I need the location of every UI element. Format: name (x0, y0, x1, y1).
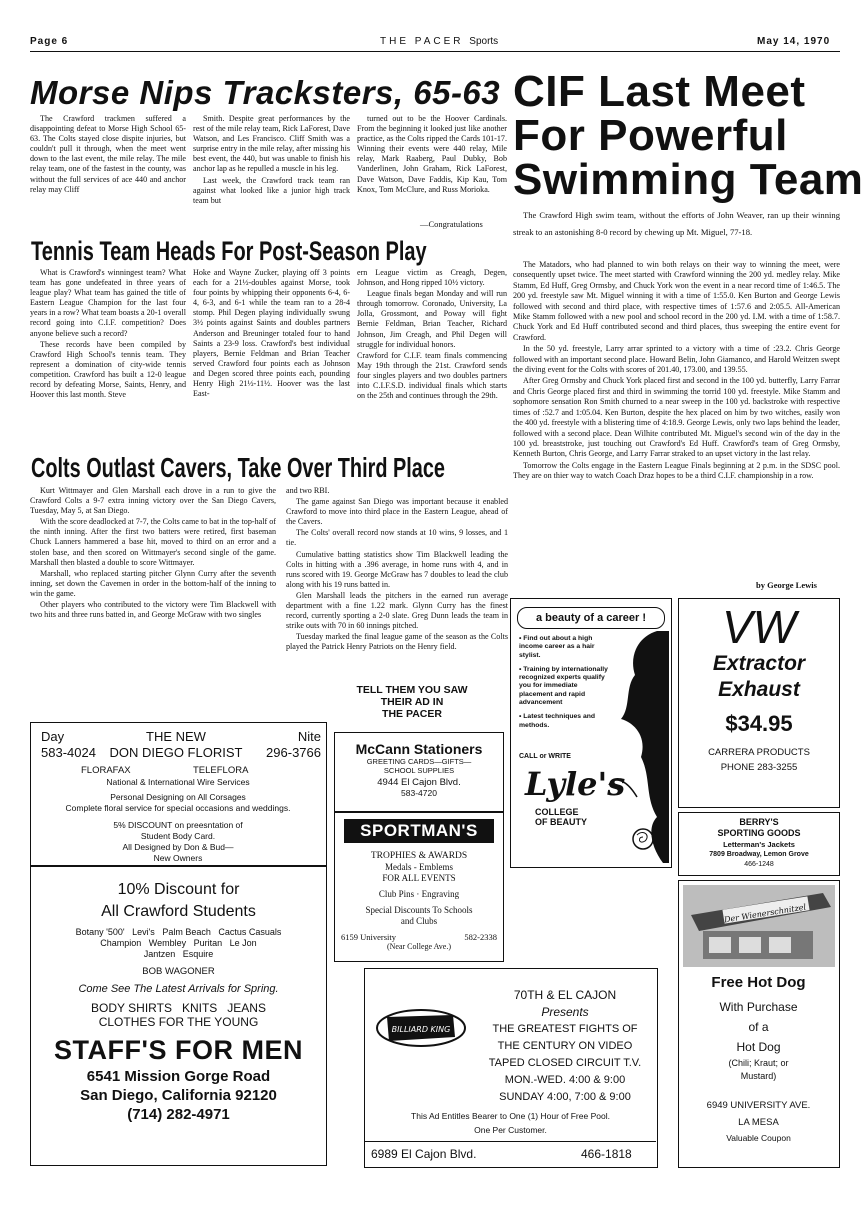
pool-line: TAPED CLOSED CIRCUIT T.V. (488, 1057, 642, 1069)
lyles-title: a beauty of a career ! (517, 607, 665, 629)
pool-times: MON.-WED. 4:00 & 9:00 (504, 1074, 626, 1086)
track-para: The Crawford trackmen suffered a disappointing defeat to Morse High School 65-63. The Colts stayed close dispite injuries, but couldn't pull it through, when the meet went down to the last event, the mile relay. The mile relay team, one of the fastest in the county, was without the full services of ace 440 and anchor relay may Cliff (30, 114, 186, 194)
wiener-line: (Chili; Kraut; or (728, 1058, 789, 1068)
tennis-headline: Tennis Team Heads For Post-Season Play (31, 236, 427, 266)
wiener-line: Hot Dog (736, 1040, 781, 1054)
swim-headline (513, 67, 864, 204)
restaurant-illustration (683, 885, 835, 967)
paper-title: THE PACER (380, 36, 464, 47)
berrys-name: BERRY'S (739, 817, 779, 827)
berrys-phone: 466-1248 (744, 861, 774, 868)
wiener-line: With Purchase (719, 1000, 798, 1014)
sportsman-line: Medals - Emblems (385, 862, 453, 872)
staffs-city: San Diego, California 92120 (80, 1087, 277, 1104)
sportsman-line: Special Discounts To Schools (365, 905, 473, 915)
pool-details (475, 987, 655, 1106)
track-col-2 (193, 114, 350, 226)
berrys-sporting: SPORTING GOODS (717, 828, 801, 838)
baseball-col-2 (286, 486, 508, 676)
sportsman-line: FOR ALL EVENTS (382, 873, 456, 883)
baseball-para: Glen Marshall leads the pitchers in the earned run average department with a fine 1.22 mark. Glynn Curry has the finest record, currently sporting a 2-0 slate. Greg Dunn leads the team in strike outs with 70 in 60 innings pitched. (286, 590, 508, 631)
lyles-logo: Lyle's (525, 765, 626, 803)
lyles-bullet: Latest techniques and methods. (519, 713, 596, 729)
track-para: Smith. Despite great performances by the rest of the mile relay team, Rick LaForest, Dave Watson, and Les Francisco. Cliff Smith was a surprise entry in the mile relay, after missing his best event, the 440, but was unable to finish his anchor lap as he repulled a muscle in his leg. (193, 114, 350, 174)
vw-extractor: Extractor (712, 652, 806, 675)
pool-offer-line: One Per Customer. (474, 1125, 547, 1135)
lyles-bullet: Training by internationally recognized experts qualify you for immediate placement and rapid advancement (519, 665, 608, 707)
florist-line: Personal Designing on All Corsages (110, 792, 246, 802)
florist-details (31, 777, 325, 864)
staffs-phone: (714) 282-4971 (127, 1106, 230, 1123)
florist-day (41, 729, 96, 761)
pool-offer-line: This Ad Entitles Bearer to One (1) Hour of Free Pool. (411, 1111, 610, 1121)
swim-para: The Crawford High swim team, without the efforts of John Weaver, ran up their winning streak to an astonishing 8-0 record by chewing up Mt. Miguel, 77-18. (513, 210, 840, 237)
sportsman-line: and Clubs (400, 916, 438, 926)
page-number: Page 6 (30, 36, 69, 47)
tennis-para: Crawford for C.I.F. team finals commencing May 19th through the 21st. Crawford sends four singles players and two doubles partners into C.I.F.S.D. individual finals which starts on the 25th and continues through the 29th. (357, 350, 507, 401)
tell-line: TELL THEM YOU SAW (356, 684, 468, 696)
mccann-line: SCHOOL SUPPLIES (383, 766, 455, 775)
florist-nite-label: Nite (297, 729, 321, 744)
swim-byline: by George Lewis (756, 580, 817, 590)
wienerschnitzel-ad (678, 880, 840, 1168)
staffs-students: All Crawford Students (101, 903, 256, 920)
track-para: turned out to be the Hoover Cardinals. From the beginning it looked just like another practice, as the Colts ripped the Cards 101-17. Winning their events were 440 relay, Mile relay, Mark Raaberg, Paul Dubky, Bob Vanderlinen, John Graham, Rick LaForest, Dave Watson, Dave Faddis, Kip Kau, Tom Knox, Tom McClure, and Russ Morioka. (357, 114, 507, 194)
pool-location: 70TH & EL CAJON (513, 988, 617, 1002)
staffs-brands: Jantzen Esquire (143, 949, 214, 959)
track-col-3 (357, 114, 507, 220)
sportsman-line: Club Pins · Engraving (378, 889, 460, 899)
vw-ad (678, 598, 840, 808)
baseball-para: With the score deadlocked at 7-7, the Colts came to bat in the top-half of the ninth inning. After the first two batters were retired, first baseman Chuck Lanners hammered a base hit, moved to third on an error and a stolen base, and then scored on Wittmayer's second single of the game. Marshall then blasted a double to score Wittmayer. (30, 517, 276, 567)
florist-line: New Owners (153, 853, 203, 863)
wiener-sign-text: Der Wienerschnitzel (723, 902, 807, 925)
staffs-brands: Champion Wembley Puritan Le Jon (100, 938, 257, 948)
woman-illustration (607, 627, 669, 867)
florist-wire (81, 765, 281, 776)
berrys-jackets: Letterman's Jackets (723, 840, 795, 849)
tennis-col-3 (357, 268, 507, 446)
florist-title-top: THE NEW (146, 729, 206, 744)
staffs-items: CLOTHES FOR THE YOUNG (98, 1015, 259, 1029)
sportsman-line: TROPHIES & AWARDS (370, 851, 468, 861)
sportsman-phone: 582-2338 (464, 932, 497, 942)
mccann-line: GREETING CARDS—GIFTS— (366, 757, 472, 766)
staffs-discount: 10% Discount for (117, 881, 240, 898)
free-hot-dog: Free Hot Dog (711, 974, 806, 991)
issue-date: May 14, 1970 (757, 36, 831, 47)
baseball-para: Tuesday marked the final league game of the season as the Colts played the Patrick Henry Patriots on the Henry field. (286, 632, 508, 652)
florist-title (101, 729, 251, 761)
swim-headline-line: CIF Last Meet (513, 67, 806, 116)
rose-icon (633, 829, 653, 849)
florist-nite (263, 729, 321, 761)
florist-line: All Designed by Don & Bud— (122, 842, 234, 852)
billiard-king-text: BILLIARD KING (391, 1025, 451, 1034)
lyles-call: CALL or WRITE (519, 753, 571, 760)
baseball-headline: Colts Outlast Cavers, Take Over Third Place (31, 452, 445, 483)
florist-day-phone: 583-4024 (41, 745, 96, 760)
lyles-ad (510, 598, 672, 868)
berrys-address: 7809 Broadway, Lemon Grove (709, 851, 809, 858)
sportsman-address-line (335, 932, 503, 942)
tennis-col-1 (30, 268, 186, 446)
tell-them-notice (322, 684, 502, 720)
track-para: Last week, the Crawford track team ran against what looked like a junior high track team but (193, 175, 350, 205)
florist-ad (30, 722, 327, 866)
lyles-college-line: COLLEGE (535, 807, 579, 817)
swim-headline-line: Swimming Team (513, 155, 864, 204)
staffs-ad (30, 866, 327, 1166)
pool-presents: Presents (541, 1005, 589, 1019)
florist-title-name: DON DIEGO FLORIST (109, 745, 243, 760)
baseball-para: Kurt Wittmayer and Glen Marshall each drove in a run to give the Crawford Colts a 9-7 extra inning victory over the San Diego Cavers, Tuesday, May 5, at San Diego. (30, 486, 276, 516)
wiener-line: of a (748, 1020, 769, 1034)
baseball-col-1 (30, 486, 276, 676)
mccann-phone: 583-4720 (401, 788, 437, 798)
wiener-coupon: Valuable Coupon (726, 1133, 791, 1143)
sportsman-name: SPORTMAN'S (344, 819, 494, 843)
florist-nite-phone: 296-3766 (266, 745, 321, 760)
swim-intro (513, 207, 840, 259)
florist-day-label: Day (41, 729, 65, 744)
pool-offer (365, 1109, 656, 1137)
sportsman-address: 6159 University (341, 932, 397, 942)
swim-para: After Greg Ormsby and Chuck York placed first and second in the 100 yd. butterfly, Larry Farrar and Chris George placed first and third in swimming the torrid 100 yd. freestyle. Mike Stamm and sophomore sensation Ron Smith churned to a near sweep in the 100 yd. backstroke with respective times of :52.7 and 1:05.04. Ken Burton, despite the hex placed on him by two witches, easily won the 400 yd. freestyle with a blistering time of 4:18.9. George Lewis, only two laps behind the leader, followed with a second place. Dean Wilhite contributed Mt. Miguel's second win of the day in the 100 yd. breaststroke, just touching out Crawford's Ed Huff. Crawford's team of Greg Ormsby, Kenneth Burton, Chris George, and Larry Farrar straked to an upset victory in the last relay. (513, 376, 840, 459)
vw-company: CARRERA PRODUCTS (708, 747, 810, 758)
lyles-college-line: OF BEAUTY (535, 817, 588, 827)
pool-phone: 466-1818 (581, 1147, 632, 1161)
wiener-offer (679, 973, 838, 1146)
sportsman-near: (Near College Ave.) (386, 942, 452, 951)
wiener-city: LA MESA (738, 1117, 779, 1128)
staffs-address: 6541 Mission Gorge Road (86, 1068, 271, 1085)
sportsman-ad (334, 812, 504, 962)
track-headline: Morse Nips Tracksters, 65-63 (30, 74, 501, 111)
swim-para: Tomorrow the Colts engage in the Eastern League Finals beginning at 2 p.m. in the SDSC pool. They are on thier way to watch Coach Draz hopes to be a third C.I.F. championship in a row. (513, 460, 840, 481)
tennis-col-2 (193, 268, 350, 446)
tennis-para: These records have been compiled by Crawford High School's tennis team. They represent a domination of city-wide tennis competition. Crawford has built a 12-0 league record by defeating Morse, Saints, Henry, and Hoover this last month. Steve (30, 339, 186, 400)
mccann-name: McCann Stationers (355, 741, 483, 757)
paper-name (380, 36, 498, 47)
swim-body (513, 260, 840, 580)
pool-line: THE GREATEST FIGHTS OF (492, 1023, 638, 1035)
baseball-para: Marshall, who replaced starting pitcher Glynn Curry after the seventh inning, set down the Cavemen in order in the bottom-half of the inning to win the game. (30, 568, 276, 598)
baseball-para: Cumulative batting statistics show Tim Blackwell leading the Colts in hitting with a .396 average, in home runs with 4, and in runs scored with 19. George McGraw has 7 doubles to lead the club along with his 19 runs batted in. (286, 549, 508, 589)
vw-price: $34.95 (725, 711, 793, 736)
vw-title: VW (721, 601, 797, 653)
tennis-para: What is Crawford's winningest team? What team has gone undefeated in three years of league play? What team has gained the title of Eastern League Champion for the last four years in a row? What team boasts a 20-1 overall record going into C.I.F. competition? Does anyone believe such a record? (30, 268, 186, 338)
baseball-para: and two RBI. (286, 486, 330, 495)
staffs-spring: Come See The Latest Arrivals for Spring. (78, 983, 279, 995)
swim-para: The Matadors, who had planned to win both relays on their way to winning the meet, were consequently upset twice. The meet started with Crawford winning the 200 yd. medley relay. Mike Stamm, Ed Huff, Greg Ormsby, and Chuck York won the event in a near record time of 1:46.5. The 200 yd. freestyle saw Mt. Miguel winning it with a time of 1:55.0. Ken Burton and George Lewis followed with second and third place, with respective times of 1:57.6 and 2:05.5. All-American Mike Stamm followed with a new pool and school record in the 200 yd. I.M. with a time of 1:58.7. Chuck York and Ed Huff contributed second and third places, thus sweeping the entire event for Crawford. (513, 260, 840, 342)
swim-para: In the 50 yd. freestyle, Larry arrar sprinted to a victory with a time of :23.2. Chris George followed with an important second place. Howard Belin, John Giamanco, and Harold Weitzen swept the diving event for the Colts with scores of 201.40, 173.00, and 139.55. (513, 344, 840, 375)
pool-address: 6989 El Cajon Blvd. (371, 1147, 477, 1161)
wiener-line: Mustard) (740, 1071, 777, 1081)
florist-line: 5% DISCOUNT on preesntation of (113, 820, 243, 830)
vw-phone: PHONE 283-3255 (720, 762, 798, 773)
tell-line: THEIR AD IN (380, 696, 444, 708)
baseball-para: The game against San Diego was important because it enabled Crawford to move into third place in the Eastern League, ahead of the Cavers. (286, 497, 508, 527)
baseball-para: The Colts' overall record now stands at 10 wins, 9 losses, and 1 tie. (286, 528, 508, 548)
vw-exhaust: Exhaust (718, 678, 800, 701)
track-col-1 (30, 114, 186, 224)
staffs-name: STAFF'S FOR MEN (54, 1035, 303, 1065)
mccann-ad (334, 732, 504, 812)
staffs-items: BODY SHIRTS KNITS JEANS (91, 1001, 266, 1015)
pool-times: SUNDAY 4:00, 7:00 & 9:00 (499, 1091, 631, 1103)
lyles-bullets: • Find out about a high income career as a hair stylist. • Training by internationally recognized experts qualify you for immediate placement and rapid advancement • Latest techniques and methods. (519, 635, 608, 729)
tennis-para: Hoke and Wayne Zucker, playing off 3 points each for a 21½-doubles against Morse, took four points by whipping their opponents 6-4, 6-4, 6-3, and 6-1 while the team ran to a 28-4 stomp. Phil Degen playing individually swung 3½ points against Saints and doubles partners Anderson and Breuninger totaled four to hand Saints a 23-9 loss. Crawford's best individual players, Bernie Feldman and Brian Teacher served Crawford four points each as Johnson and Degen scored three points each, pounding Henry High 21½-11½. Hoover was the last East- (193, 268, 350, 399)
track-credit: —Congratulations (420, 219, 483, 229)
florist-line: Complete floral service for special occasions and weddings. (65, 803, 291, 813)
pool-line: THE CENTURY ON VIDEO (497, 1040, 633, 1052)
tennis-para: ern League victim as Creagh, Degen, Johnson, and Hong ripped 10½ victory. (357, 268, 507, 288)
lyles-bullet: Find out about a high income career as a hair stylist. (519, 635, 595, 659)
berrys-ad (678, 812, 840, 876)
billiard-king-logo (373, 1003, 469, 1053)
staffs-brands: Botany '500' Levi's Palm Beach Cactus Casuals (75, 927, 282, 937)
florist-line: Student Body Card. (140, 831, 216, 841)
lyles-college (535, 807, 587, 827)
florist-line: National & International Wire Services (106, 777, 250, 787)
tell-line: THE PACER (382, 708, 442, 720)
mccann-address: 4944 El Cajon Blvd. (377, 777, 461, 788)
teleflora: TELEFLORA (193, 765, 249, 776)
staffs-owner: BOB WAGONER (142, 966, 215, 977)
swim-headline-line: For Powerful (513, 111, 788, 160)
wiener-address: 6949 UNIVERSITY AVE. (706, 1100, 811, 1111)
tennis-para: League finals began Monday and will run through tomorrow. Coronado, University, La Jolla, Grossmont, and Poway will fight Bernie Feldman, Brian Teacher, Richard Johnson, Jim Creagh, and Phil Degen will struggle for individual honors. (357, 289, 507, 349)
pool-ad (364, 968, 658, 1168)
section-name: Sports (469, 36, 499, 47)
florafax: FLORAFAX (81, 765, 131, 776)
baseball-para: Other players who contributed to the victory were Tim Blackwell with two hits and three runs batted in, and George McGraw with two singles (30, 600, 276, 620)
